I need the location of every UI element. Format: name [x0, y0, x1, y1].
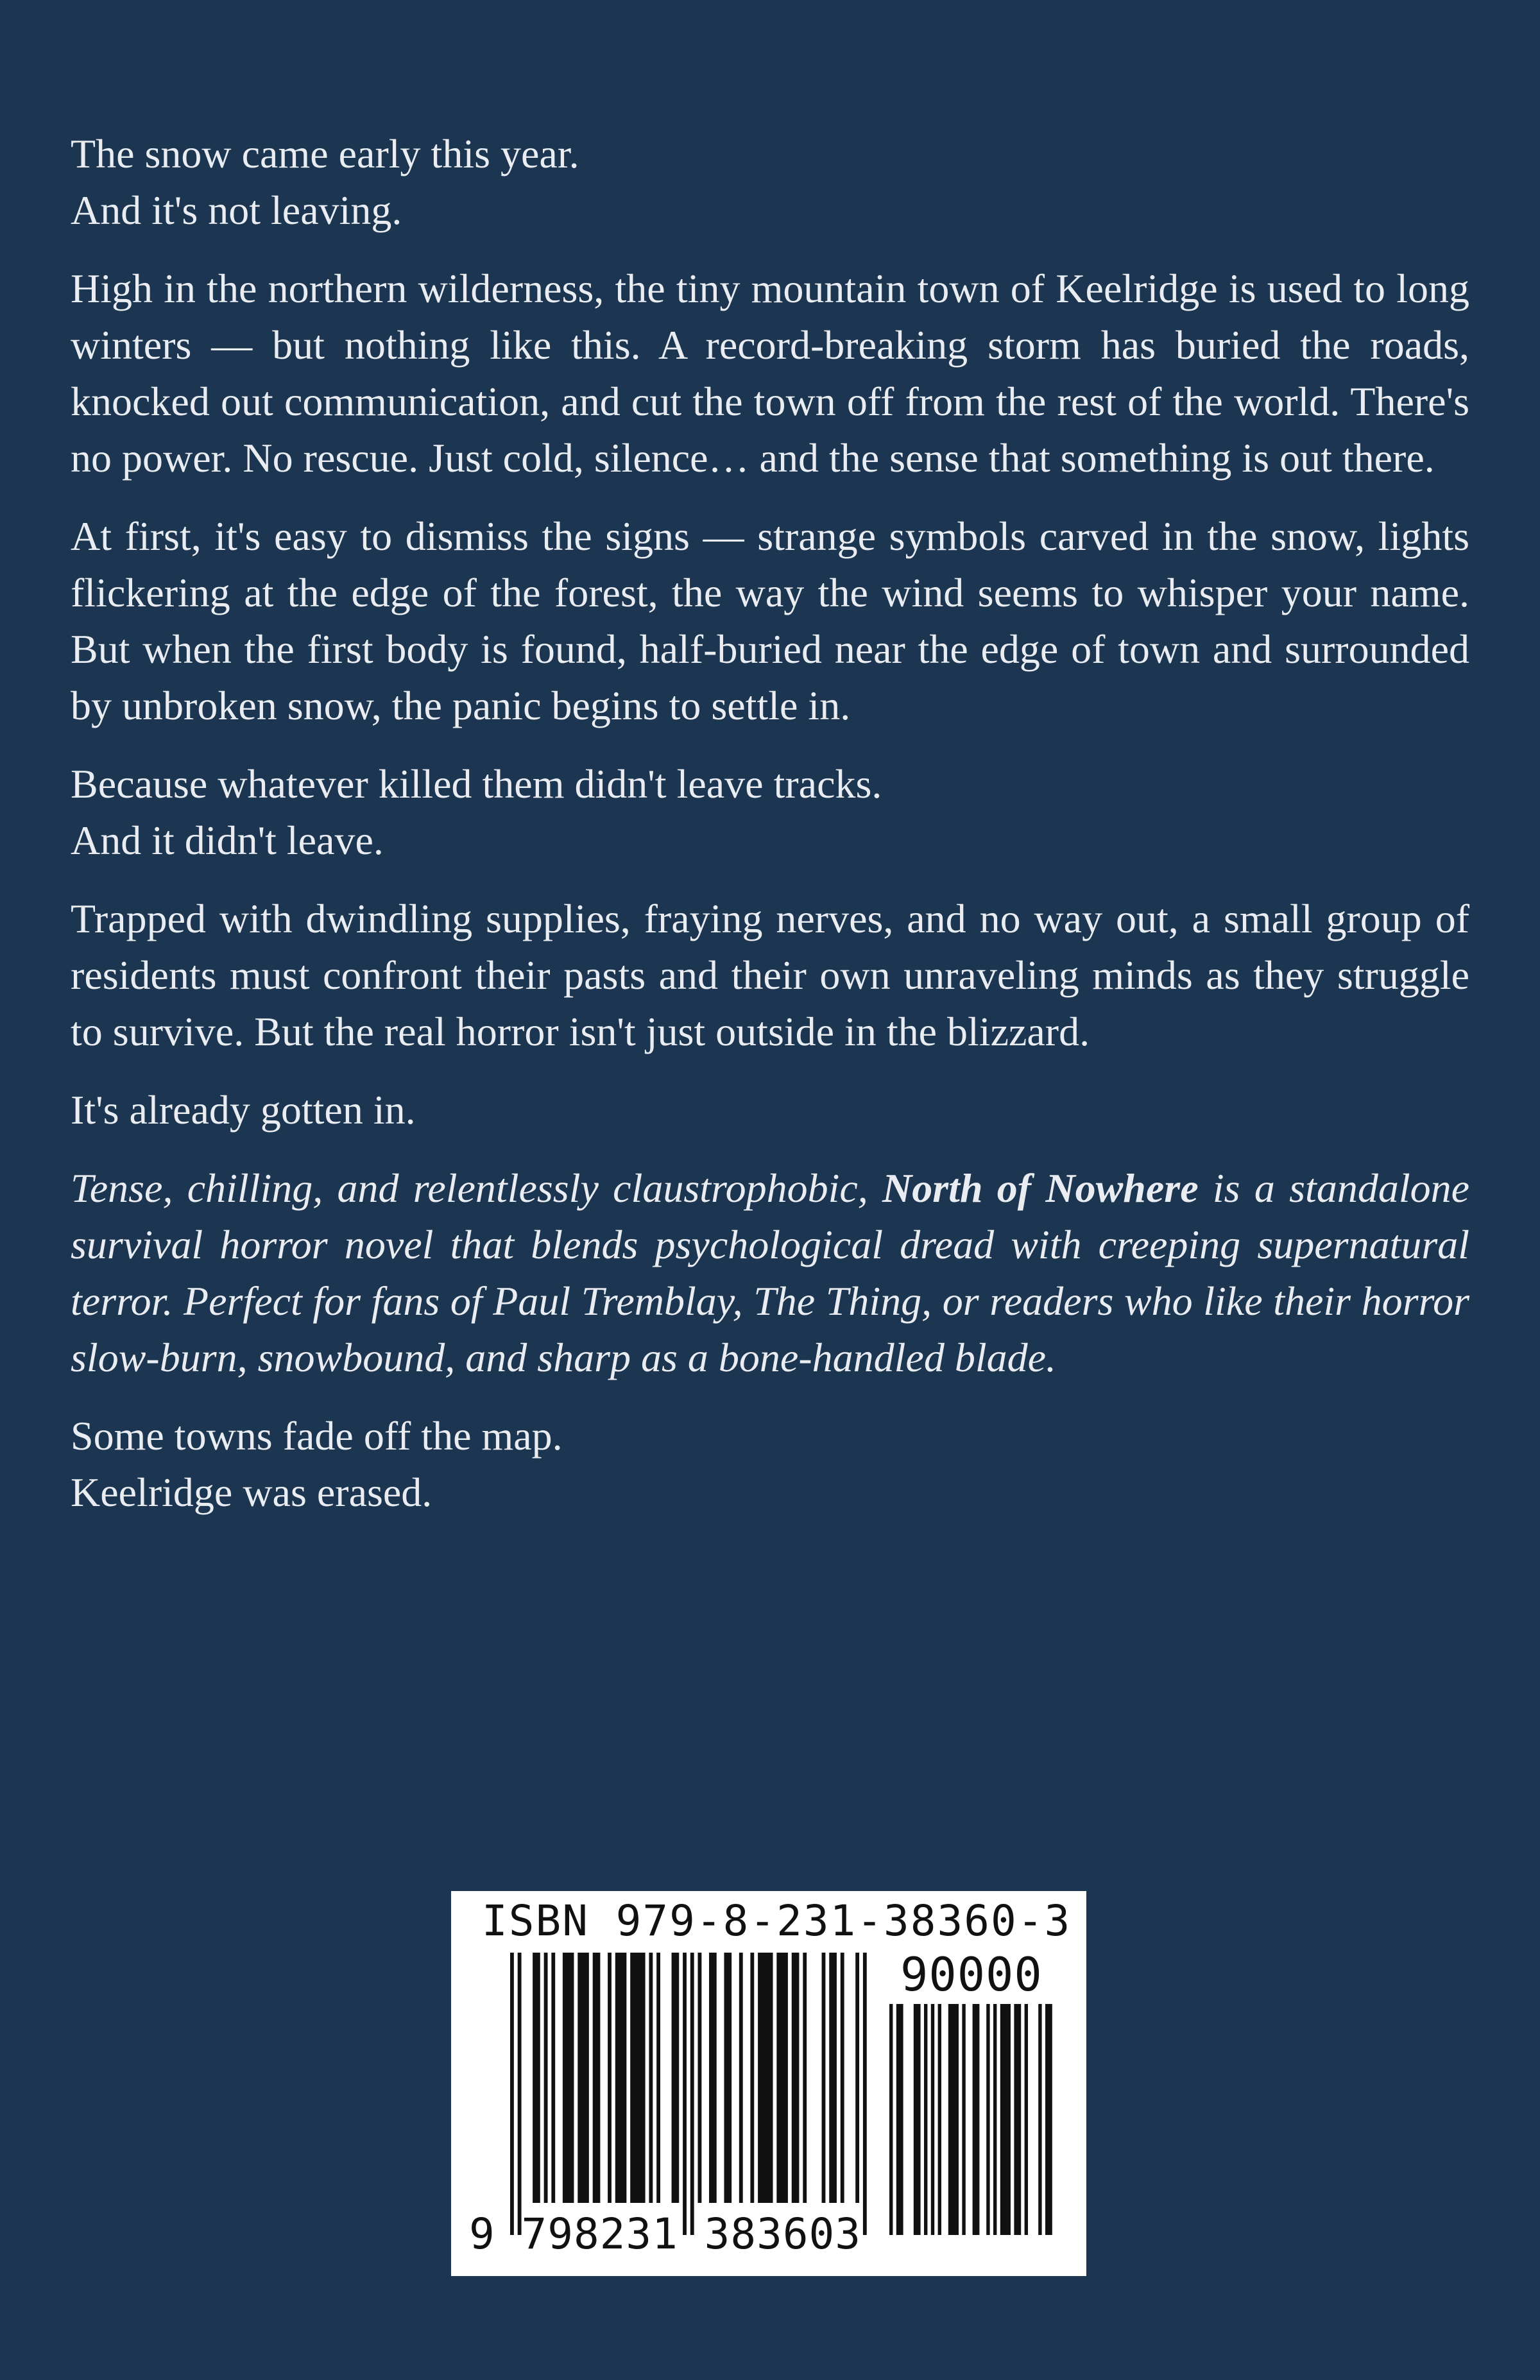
closing-line-1: Some towns fade off the map.: [71, 1413, 563, 1459]
barcode-bar: [544, 1953, 548, 2203]
barcode-bar: [672, 1953, 680, 2203]
price-barcode-svg: [889, 2004, 1063, 2235]
barcode-bar: [948, 2004, 959, 2235]
barcode-bar: [863, 1953, 867, 2235]
barcode-bar: [896, 2004, 903, 2235]
barcode-bar: [758, 1953, 773, 2203]
barcode-bar: [649, 1953, 653, 2203]
barcode-bar: [1038, 2004, 1041, 2235]
pitch-intro: Tense, chilling, and relentlessly claustrophobic,: [71, 1165, 883, 1211]
book-title: North of Nowhere: [882, 1165, 1199, 1211]
price-code: 90000: [900, 1948, 1043, 2001]
barcode-bar: [841, 1953, 844, 2203]
barcode-bar: [855, 1953, 859, 2203]
blurb-tracks: [71, 756, 1469, 869]
pitch-body: is a standalone survival horror novel that blends psychological dread with creeping supernatural terror. Perfect for fans of Paul Tremblay, The Thing, or readers who like their horror slow-burn, snowbound, and sharp as a bone-handled blade.: [71, 1165, 1470, 1380]
tracks-line-2: And it didn't leave.: [71, 818, 384, 863]
barcode-bar: [724, 1953, 732, 2203]
barcode-bar: [822, 1953, 826, 2203]
blurb-pitch: [71, 1160, 1469, 1386]
blurb-closing: [71, 1408, 1469, 1521]
barcode-bar: [750, 1953, 754, 2203]
barcode-bar: [690, 1953, 694, 2235]
barcode-bar: [593, 1953, 601, 2203]
blurb-text: [71, 126, 1469, 1543]
blurb-paragraph-signs: At first, it's easy to dismiss the signs — strange symbols carved in the snow, lights flickering at the edge of the forest, the way the wind seems to whisper your name. But when the first body is found, half-buried near the edge of town and surrounded by unbroken snow, the panic begins to settle in.: [71, 513, 1469, 728]
barcode-bar: [630, 1953, 645, 2203]
barcode-bar: [1025, 2004, 1028, 2235]
barcode-bar: [698, 1953, 702, 2203]
barcode-bar: [792, 1953, 800, 2203]
barcode-bar: [615, 1953, 627, 2203]
ean-digits: 9 798231 383603: [469, 2209, 862, 2259]
barcode-bar: [608, 1953, 612, 2203]
blurb-paragraph-setting: High in the northern wilderness, the tiny mountain town of Keelridge is used to long winters — but nothing like this. A record-breaking storm has buried the roads, knocked out communication, and cut the town off from the rest of the world. There's no power. No rescue. Just cold, silence… and the sense that something is out there.: [71, 266, 1469, 481]
isbn-label: ISBN 979-8-231-38360-3: [482, 1896, 1072, 1946]
blurb-paragraph-trapped: Trapped with dwindling supplies, fraying nerves, and no way out, a small group of residents must confront their pasts and their own unraveling minds as they struggle to survive. But the real horror isn't just outside in the blizzard.: [71, 896, 1469, 1054]
barcode-bar: [973, 2004, 980, 2235]
barcode-bar: [986, 2004, 989, 2235]
blurb-opening: [71, 126, 1469, 239]
blurb-already-in: It's already gotten in.: [71, 1087, 416, 1133]
barcode-bar: [993, 2004, 997, 2235]
barcode-bar: [1000, 2004, 1011, 2235]
barcode-bar: [739, 1953, 743, 2203]
barcode-bar: [889, 2004, 893, 2235]
barcode-bar: [551, 1953, 555, 2203]
barcode-bar: [914, 2004, 921, 2235]
barcode-bar: [938, 2004, 941, 2235]
price-barcode-bars: [889, 2004, 1063, 2235]
barcode-bar: [533, 1953, 540, 2203]
tracks-line-1: Because whatever killed them didn't leave tracks.: [71, 761, 882, 807]
barcode-bar: [924, 2004, 927, 2235]
barcode-bar: [709, 1953, 717, 2203]
barcode-bar: [510, 1953, 514, 2235]
opening-line-1: The snow came early this year.: [71, 131, 579, 176]
barcode-bar: [578, 1953, 589, 2203]
ean-barcode-svg: [510, 1953, 876, 2235]
barcode-bar: [563, 1953, 574, 2203]
barcode-bar: [829, 1953, 837, 2203]
ean-barcode-bars: [510, 1953, 876, 2235]
opening-line-2: And it's not leaving.: [71, 187, 402, 233]
barcode-bar: [1045, 2004, 1052, 2235]
barcode-bar: [1014, 2004, 1021, 2235]
barcode-bar: [962, 2004, 965, 2235]
barcode-bar: [683, 1953, 687, 2235]
barcode-bar: [518, 1953, 522, 2235]
closing-line-2: Keelridge was erased.: [71, 1469, 432, 1515]
isbn-barcode: [451, 1891, 1086, 2276]
barcode-bar: [803, 1953, 807, 2203]
barcode-bar: [656, 1953, 660, 2203]
barcode-bar: [776, 1953, 788, 2203]
barcode-bar: [931, 2004, 934, 2235]
